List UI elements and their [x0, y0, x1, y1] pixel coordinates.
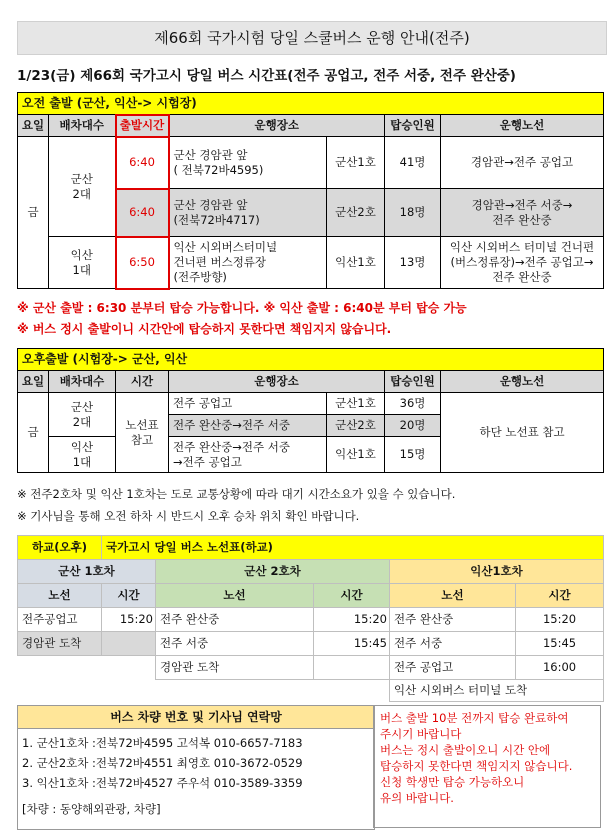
route-label: 노선	[156, 584, 314, 608]
count-cell: 41명	[385, 137, 441, 189]
count-cell: 36명	[385, 393, 441, 415]
page-title: 제66회 국가시험 당일 스쿨버스 운행 안내(전주)	[17, 21, 607, 55]
bus1-route: 경암관 도착	[18, 632, 102, 656]
bus2-route: 전주 완산중	[156, 608, 314, 632]
place-cell: 전주 완산중→전주 서중 →전주 공업고	[169, 437, 327, 473]
time-cell: 6:40	[116, 189, 169, 237]
route-cell: 경암관→전주 서중→ 전주 완산중	[441, 189, 604, 237]
bus3-time: 15:45	[516, 632, 604, 656]
place-cell: 전주 완산중→전주 서중	[169, 415, 327, 437]
bus2-time: 15:45	[314, 632, 390, 656]
col-day: 요일	[18, 371, 49, 393]
bus-cell: 군산1호	[327, 393, 385, 415]
count-cell: 13명	[385, 237, 441, 289]
col-time: 시간	[116, 371, 169, 393]
bus2-route: 경암관 도착	[156, 656, 314, 680]
time-label: 시간	[102, 584, 156, 608]
count-cell: 15명	[385, 437, 441, 473]
bus3-time: 16:00	[516, 656, 604, 680]
bus3-route: 익산 시외버스 터미널 도착	[390, 680, 604, 702]
bus-cell: 군산2호	[327, 415, 385, 437]
contact-line: 3. 익산1호차 :전북72바4527 주우석 010-3589-3359	[22, 776, 303, 790]
bus3-time: 15:20	[516, 608, 604, 632]
contact-line: 1. 군산1호차 :전북72바4595 고석복 010-6657-7183	[22, 736, 303, 750]
morning-note-2: ※ 버스 정시 출발이니 시간안에 탑승하지 못한다면 책임지지 않습니다.	[17, 322, 392, 336]
morning-header: 오전 출발 (군산, 익산-> 시험장)	[18, 93, 604, 115]
route-header-title: 국가고시 당일 버스 노선표(하교)	[102, 536, 604, 560]
group-gunsan: 군산 2대	[49, 393, 116, 437]
col-bus-count: 배차대수	[49, 371, 116, 393]
place-cell: 군산 경암관 앞 ( 전북72바4595)	[169, 137, 327, 189]
afternoon-note-1: ※ 전주2호차 및 익산 1호차는 도로 교통상황에 따라 대기 시간소요가 있을 수 있습니다.	[17, 487, 456, 501]
bus2-time	[314, 656, 390, 680]
afternoon-schedule-table	[17, 348, 604, 473]
route-table	[17, 535, 604, 702]
bus-cell: 익산1호	[327, 437, 385, 473]
bus2-header: 군산 2호차	[156, 560, 390, 584]
morning-schedule-table	[17, 92, 604, 290]
col-place: 운행장소	[169, 371, 385, 393]
afternoon-note-2: ※ 기사님을 통해 오전 하차 시 반드시 오후 승차 위치 확인 바랍니다.	[17, 509, 360, 523]
route-header-left: 하교(오후)	[18, 536, 102, 560]
place-cell: 전주 공업고	[169, 393, 327, 415]
day-cell: 금	[18, 393, 49, 473]
col-day: 요일	[18, 115, 49, 137]
route-label: 노선	[18, 584, 102, 608]
group-gunsan: 군산 2대	[49, 137, 116, 237]
afternoon-header: 오후출발 (시험장-> 군산, 익산	[18, 349, 604, 371]
route-cell: 익산 시외버스 터미널 건너편 (버스정류장)→전주 공업고→ 전주 완산중	[441, 237, 604, 289]
day-cell: 금	[18, 137, 49, 289]
col-route: 운행노선	[441, 115, 604, 137]
bus1-header: 군산 1호차	[18, 560, 156, 584]
col-bus-count: 배차대수	[49, 115, 116, 137]
time-label: 시간	[516, 584, 604, 608]
route-cell: 하단 노선표 참고	[441, 393, 604, 473]
bus1-time	[102, 632, 156, 656]
bus3-route: 전주 서중	[390, 632, 516, 656]
route-cell: 경암관→전주 공업고	[441, 137, 604, 189]
time-cell: 6:40	[116, 137, 169, 189]
bus3-route: 전주 완산중	[390, 608, 516, 632]
bus2-route: 전주 서중	[156, 632, 314, 656]
schedule-subtitle: 1/23(금) 제66회 국가고시 당일 버스 시간표(전주 공업고, 전주 서중, 전주 완산중)	[17, 68, 516, 84]
bus3-header: 익산1호차	[390, 560, 604, 584]
time-label: 시간	[314, 584, 390, 608]
bus1-route: 전주공업고	[18, 608, 102, 632]
count-cell: 18명	[385, 189, 441, 237]
contact-line: 2. 군산2호차 :전북72바4551 최영호 010-3672-0529	[22, 756, 303, 770]
warning-box: 버스 출발 10분 전까지 탑승 완료하여 주시기 바랍니다 버스는 정시 출발이오니 시간 안에 탑승하지 못한다면 책임지지 않습니다. 신청 학생만 탑승 가능하오니 유의 바랍니다.	[373, 705, 601, 828]
group-iksan: 익산 1대	[49, 237, 116, 289]
morning-note-1: ※ 군산 출발 : 6:30 분부터 탑승 가능합니다. ※ 익산 출발 : 6:40분 부터 탑승 가능	[17, 301, 467, 315]
col-place: 운행장소	[169, 115, 385, 137]
bus3-route: 전주 공업고	[390, 656, 516, 680]
col-route: 운행노선	[441, 371, 604, 393]
count-cell: 20명	[385, 415, 441, 437]
bus1-time: 15:20	[102, 608, 156, 632]
contact-footer: [차량 : 동양해외관광, 차량]	[22, 802, 161, 816]
bus-cell: 군산2호	[327, 189, 385, 237]
col-passengers: 탑승인원	[385, 115, 441, 137]
route-label: 노선	[390, 584, 516, 608]
place-cell: 익산 시외버스터미널 건너편 버스정류장 (전주방향)	[169, 237, 327, 289]
bus-cell: 익산1호	[327, 237, 385, 289]
place-cell: 군산 경암관 앞 (전북72바4717)	[169, 189, 327, 237]
bus-cell: 군산1호	[327, 137, 385, 189]
time-cell: 노선표 참고	[116, 393, 169, 473]
bus2-time: 15:20	[314, 608, 390, 632]
group-iksan: 익산 1대	[49, 437, 116, 473]
col-passengers: 탑승인원	[385, 371, 441, 393]
time-cell: 6:50	[116, 237, 169, 289]
contact-box	[17, 705, 375, 830]
contact-header: 버스 차량 번호 및 기사님 연락망	[18, 706, 374, 729]
col-departure-time: 출발시간	[116, 115, 169, 137]
